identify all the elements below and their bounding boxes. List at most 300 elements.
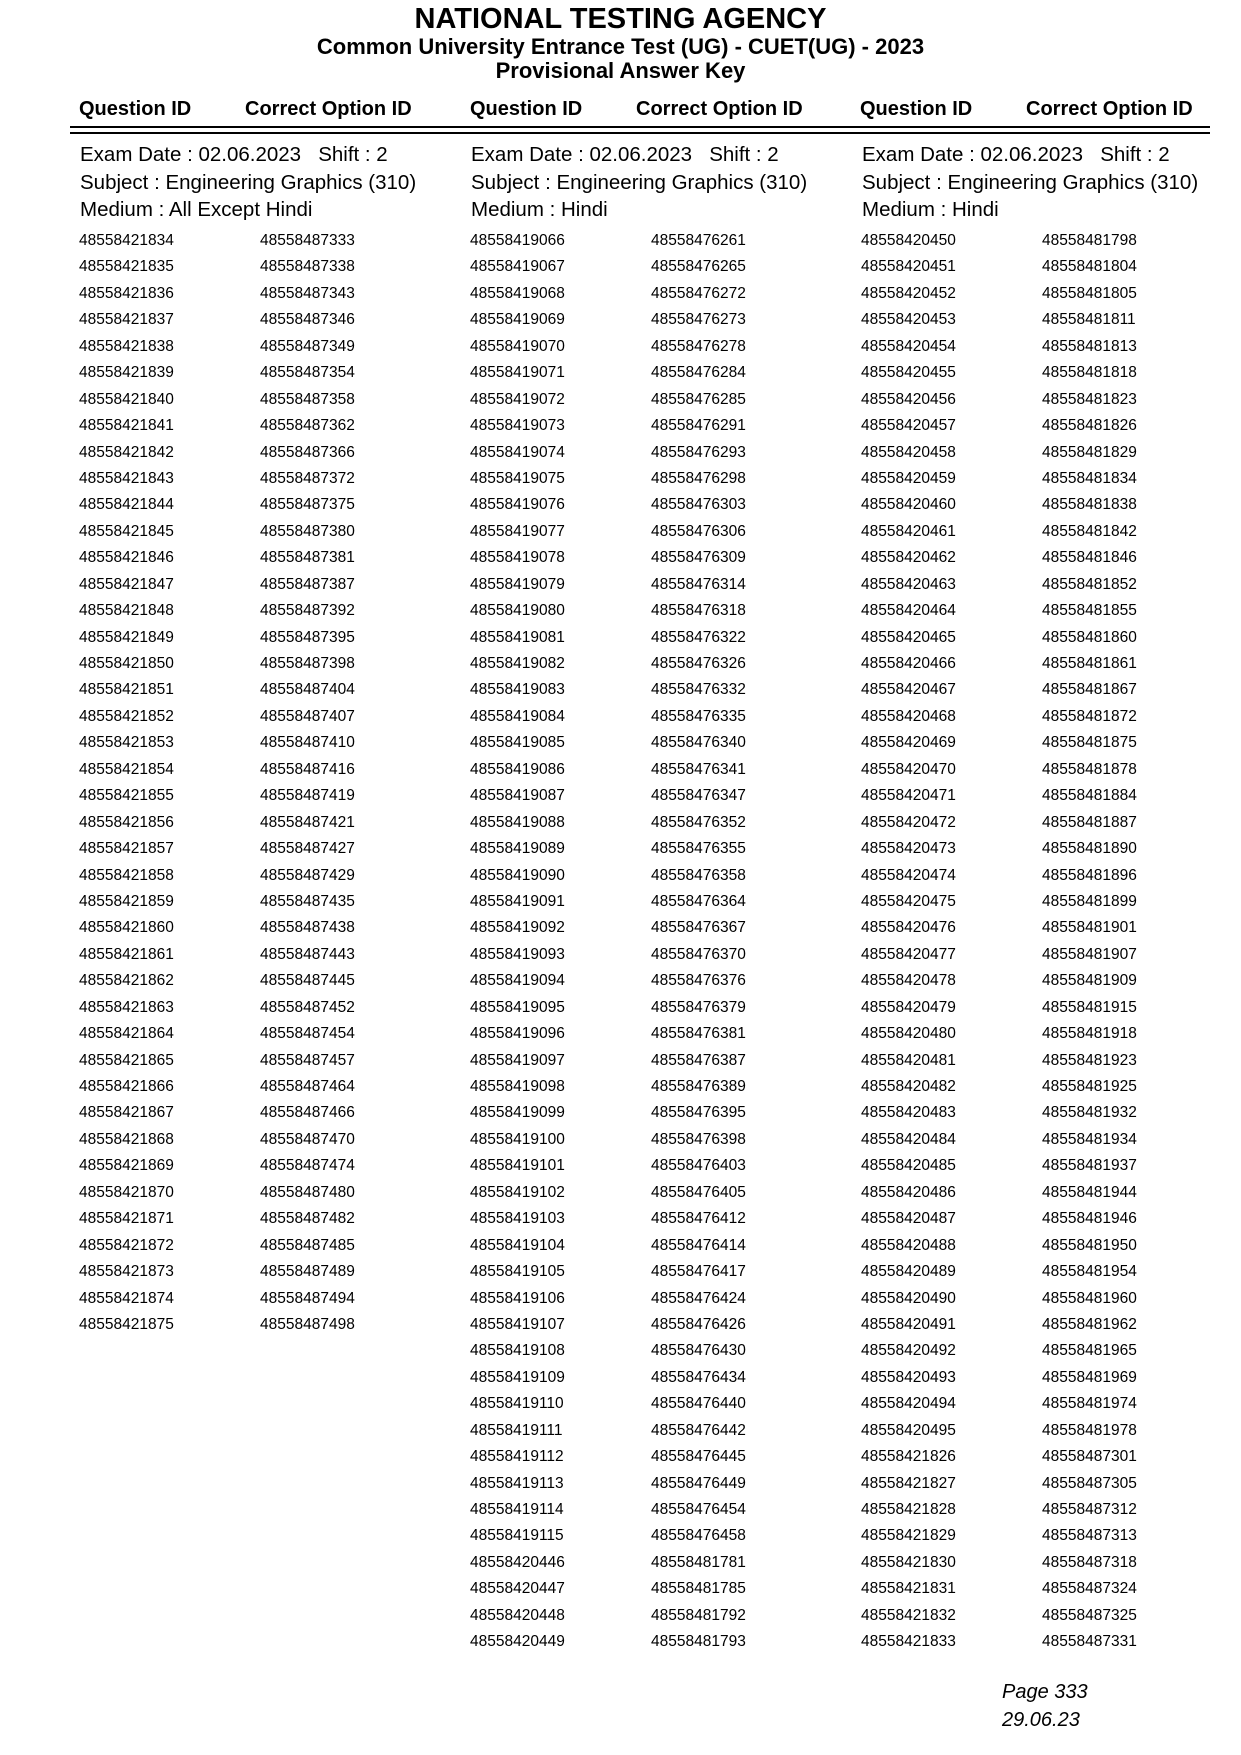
correct-option-id: 48558487381: [260, 549, 355, 567]
correct-option-id: 48558476389: [651, 1078, 746, 1095]
correct-option-id: 48558476284: [651, 364, 746, 382]
question-id: 48558420491: [861, 1315, 956, 1333]
correct-option-id: 48558487435: [260, 892, 355, 910]
correct-option-id: 48558481884: [1042, 787, 1137, 805]
correct-option-id: 48558476272: [651, 284, 746, 302]
question-id: 48558420456: [861, 390, 956, 408]
correct-option-id: 48558481946: [1042, 1210, 1137, 1228]
correct-option-id: 48558487312: [1042, 1501, 1137, 1518]
subject: Subject : Engineering Graphics (310): [862, 170, 1199, 194]
header-rule-top: [70, 126, 1210, 128]
question-id: 48558419080: [470, 602, 565, 620]
correct-option-id: 48558481805: [1042, 284, 1137, 302]
correct-option-id: 48558487485: [260, 1236, 355, 1254]
question-id: 48558421853: [79, 734, 174, 752]
correct-option-id: 48558481969: [1042, 1368, 1137, 1386]
correct-option-id: 48558476261: [651, 232, 746, 249]
correct-option-id: 48558487482: [260, 1210, 355, 1228]
correct-option-id: 48558476314: [651, 575, 746, 593]
question-id: 48558419068: [470, 284, 565, 302]
question-id: 48558421855: [79, 787, 174, 805]
question-id: 48558419107: [470, 1315, 565, 1333]
correct-option-id: 48558476285: [651, 390, 746, 408]
correct-option-id: 48558481954: [1042, 1263, 1137, 1281]
answer-section-1: [79, 141, 472, 1333]
correct-option-id: 48558476387: [651, 1051, 746, 1069]
correct-option-id: 48558487427: [260, 840, 355, 858]
correct-option-id: 48558476298: [651, 469, 746, 487]
correct-option-id: 48558481950: [1042, 1236, 1137, 1254]
question-id: 48558419072: [470, 390, 565, 408]
correct-option-id: 48558487457: [260, 1051, 355, 1069]
question-id: 48558420486: [861, 1183, 956, 1201]
correct-option-id: 48558481887: [1042, 813, 1137, 831]
correct-option-id: 48558487474: [260, 1157, 355, 1175]
question-id: 48558419085: [470, 734, 565, 752]
correct-option-id: 48558476458: [651, 1527, 746, 1545]
page-number: Page 333: [1002, 1681, 1088, 1703]
question-id: 48558420495: [861, 1421, 956, 1439]
correct-option-id: 48558481878: [1042, 760, 1137, 778]
correct-option-id: 48558487452: [260, 998, 355, 1016]
question-id: 48558419097: [470, 1051, 565, 1069]
correct-option-id: 48558487489: [260, 1263, 355, 1281]
question-id: 48558421865: [79, 1051, 174, 1069]
question-id: 48558421832: [861, 1606, 956, 1624]
medium: Medium : Hindi: [862, 198, 999, 221]
correct-option-id: 48558487395: [260, 628, 355, 646]
col-header-question-id-3: Question ID: [860, 98, 973, 120]
question-id: 48558420452: [861, 284, 956, 302]
correct-option-id: 48558476273: [651, 311, 746, 329]
question-id: 48558420471: [861, 787, 956, 805]
correct-option-id: 48558487445: [260, 972, 355, 990]
correct-option-id: 48558481867: [1042, 681, 1137, 699]
correct-option-id: 48558481937: [1042, 1157, 1137, 1175]
correct-option-id: 48558476434: [651, 1368, 746, 1386]
question-id: 48558419078: [470, 549, 565, 567]
question-id: 48558420494: [861, 1395, 956, 1413]
correct-option-id: 48558481804: [1042, 258, 1137, 276]
correct-option-id: 48558476454: [651, 1501, 746, 1518]
question-id: 48558419081: [470, 628, 565, 646]
question-id: 48558421836: [79, 284, 174, 302]
correct-option-id: 48558476445: [651, 1448, 746, 1466]
question-id: 48558419086: [470, 760, 565, 778]
shift: Shift : 2: [318, 143, 388, 166]
correct-option-id: 48558481872: [1042, 707, 1137, 725]
question-id: 48558421860: [79, 919, 174, 937]
shift: Shift : 2: [709, 143, 779, 166]
correct-option-id: 48558476309: [651, 549, 746, 567]
correct-option-id: 48558476449: [651, 1474, 746, 1492]
correct-option-id: 48558487372: [260, 469, 355, 487]
correct-option-id: 48558487305: [1042, 1474, 1137, 1492]
question-id: 48558420450: [861, 232, 956, 249]
correct-option-id: 48558481793: [651, 1633, 746, 1651]
question-id: 48558421839: [79, 364, 174, 382]
question-id: 48558419088: [470, 813, 565, 831]
question-id: 48558420463: [861, 575, 956, 593]
question-id: 48558419106: [470, 1289, 565, 1307]
correct-option-id: 48558487398: [260, 655, 355, 672]
correct-option-id: 48558487346: [260, 311, 355, 329]
correct-option-id: 48558487380: [260, 522, 355, 540]
correct-option-id: 48558476303: [651, 496, 746, 514]
question-id: 48558419110: [470, 1395, 564, 1413]
correct-option-id: 48558476398: [651, 1130, 746, 1148]
correct-option-id: 48558476332: [651, 681, 746, 699]
question-id: 48558421857: [79, 840, 174, 858]
question-id: 48558419095: [470, 998, 565, 1016]
question-id: 48558419071: [470, 364, 565, 382]
correct-option-id: 48558476326: [651, 655, 746, 672]
question-id: 48558419077: [470, 522, 565, 540]
correct-option-id: 48558487338: [260, 258, 355, 276]
correct-option-id: 48558487349: [260, 337, 355, 355]
question-id: 48558420465: [861, 628, 956, 646]
question-id: 48558419108: [470, 1342, 565, 1360]
question-id: 48558420468: [861, 707, 956, 725]
question-id: 48558420458: [861, 443, 956, 461]
question-id: 48558419100: [470, 1130, 565, 1148]
question-id: 48558419101: [470, 1157, 565, 1175]
correct-option-id: 48558481792: [651, 1606, 746, 1624]
subject: Subject : Engineering Graphics (310): [80, 170, 417, 194]
correct-option-id: 48558476352: [651, 813, 746, 831]
question-id: 48558420473: [861, 840, 956, 858]
question-id: 48558421868: [79, 1130, 174, 1148]
medium: Medium : Hindi: [471, 198, 608, 221]
question-id: 48558420453: [861, 311, 956, 329]
question-id: 48558420449: [470, 1633, 565, 1651]
answer-section-3: [861, 141, 1241, 1651]
correct-option-id: 48558487443: [260, 945, 355, 963]
correct-option-id: 48558481960: [1042, 1289, 1137, 1307]
correct-option-id: 48558476414: [651, 1236, 746, 1254]
header-rule-bottom: [70, 132, 1210, 134]
question-id: 48558421875: [79, 1315, 174, 1333]
question-id: 48558420446: [470, 1553, 565, 1571]
exam-date-shift-line: [471, 141, 863, 169]
question-id: 48558421844: [79, 496, 174, 514]
question-id: 48558419075: [470, 469, 565, 487]
question-id: 48558420474: [861, 866, 956, 884]
correct-option-id: 48558481896: [1042, 866, 1137, 884]
correct-option-id: 48558476355: [651, 840, 746, 858]
correct-option-id: 48558487387: [260, 575, 355, 593]
question-id: 48558419091: [470, 892, 565, 910]
correct-option-id: 48558487318: [1042, 1553, 1137, 1571]
correct-option-id: 48558481978: [1042, 1421, 1137, 1439]
correct-option-id: 48558487324: [1042, 1580, 1137, 1598]
correct-option-id: 48558487466: [260, 1104, 355, 1122]
col-header-question-id-2: Question ID: [470, 98, 583, 120]
question-id: 48558420460: [861, 496, 956, 514]
question-id: 48558420455: [861, 364, 956, 382]
question-id: 48558419092: [470, 919, 565, 937]
question-id: 48558420483: [861, 1104, 956, 1122]
question-id: 48558421872: [79, 1236, 174, 1254]
correct-option-id: 48558476364: [651, 892, 746, 910]
correct-option-id: 48558476347: [651, 787, 746, 805]
question-id: 48558420467: [861, 681, 956, 699]
question-id: 48558421827: [861, 1474, 956, 1492]
correct-option-id: 48558476405: [651, 1183, 746, 1201]
exam-date-shift-line: [862, 141, 1241, 169]
question-id: 48558421845: [79, 522, 174, 540]
question-id: 48558420472: [861, 813, 956, 831]
correct-option-id: 48558481834: [1042, 469, 1137, 487]
correct-option-id: 48558481826: [1042, 417, 1137, 435]
question-id: 48558419090: [470, 866, 565, 884]
correct-option-id: 48558476367: [651, 919, 746, 937]
correct-option-id: 48558487358: [260, 390, 355, 408]
correct-option-id: 48558481818: [1042, 364, 1137, 382]
correct-option-id: 48558481907: [1042, 945, 1137, 963]
correct-option-id: 48558476440: [651, 1395, 746, 1413]
correct-option-id: 48558481932: [1042, 1104, 1137, 1122]
question-id: 48558421846: [79, 549, 174, 567]
question-id: 48558419109: [470, 1368, 565, 1386]
correct-option-id: 48558487410: [260, 734, 355, 752]
correct-option-id: 48558481811: [1042, 311, 1136, 329]
question-id: 48558419067: [470, 258, 565, 276]
agency-title: NATIONAL TESTING AGENCY: [414, 3, 827, 35]
question-id: 48558421871: [79, 1210, 174, 1228]
question-id: 48558420454: [861, 337, 956, 355]
question-id: 48558420481: [861, 1051, 956, 1069]
question-id: 48558419096: [470, 1025, 565, 1043]
question-id: 48558419082: [470, 655, 565, 672]
correct-option-id: 48558476424: [651, 1289, 746, 1307]
question-id: 48558421873: [79, 1263, 174, 1281]
subject: Subject : Engineering Graphics (310): [471, 170, 808, 194]
question-id: 48558419099: [470, 1104, 565, 1122]
question-id: 48558419104: [470, 1236, 565, 1254]
correct-option-id: 48558481899: [1042, 892, 1137, 910]
correct-option-id: 48558476335: [651, 707, 746, 725]
question-id: 48558419098: [470, 1078, 565, 1095]
question-id: 48558421869: [79, 1157, 174, 1175]
question-id: 48558420488: [861, 1236, 956, 1254]
question-id: 48558419074: [470, 443, 565, 461]
correct-option-id: 48558476278: [651, 337, 746, 355]
question-id: 48558421856: [79, 813, 174, 831]
correct-option-id: 48558487454: [260, 1025, 355, 1043]
question-id: 48558421850: [79, 655, 174, 672]
question-id: 48558421852: [79, 707, 174, 725]
correct-option-id: 48558481962: [1042, 1315, 1137, 1333]
correct-option-id: 48558476412: [651, 1210, 746, 1228]
correct-option-id: 48558476341: [651, 760, 746, 778]
question-id: 48558421854: [79, 760, 174, 778]
exam-title: Common University Entrance Test (UG) - CUET(UG) - 2023: [316, 34, 925, 59]
question-id: 48558419076: [470, 496, 565, 514]
correct-option-id: 48558481838: [1042, 496, 1137, 514]
exam-date: Exam Date : 02.06.2023: [471, 143, 693, 166]
correct-option-id: 48558481925: [1042, 1078, 1137, 1095]
correct-option-id: 48558481860: [1042, 628, 1137, 646]
question-id: 48558421828: [861, 1501, 956, 1518]
correct-option-id: 48558476376: [651, 972, 746, 990]
question-id: 48558420489: [861, 1263, 956, 1281]
correct-option-id: 48558487419: [260, 787, 355, 805]
question-id: 48558421829: [861, 1527, 956, 1545]
correct-option-id: 48558476318: [651, 602, 746, 620]
correct-option-id: 48558481829: [1042, 443, 1137, 461]
correct-option-id: 48558481861: [1042, 655, 1137, 672]
question-id: 48558421842: [79, 443, 174, 461]
correct-option-id: 48558487498: [260, 1315, 355, 1333]
question-id: 48558421847: [79, 575, 174, 593]
question-id: 48558421874: [79, 1289, 174, 1307]
medium: Medium : All Except Hindi: [80, 198, 313, 221]
correct-option-id: 48558487392: [260, 602, 355, 620]
correct-option-id: 48558481798: [1042, 232, 1137, 249]
correct-option-id: 48558487354: [260, 364, 355, 382]
question-id: 48558420479: [861, 998, 956, 1016]
question-id: 48558420457: [861, 417, 956, 435]
question-id: 48558419112: [470, 1448, 564, 1466]
exam-date: Exam Date : 02.06.2023: [862, 143, 1084, 166]
question-id: 48558420459: [861, 469, 956, 487]
question-id: 48558421843: [79, 469, 174, 487]
correct-option-id: 48558487470: [260, 1130, 355, 1148]
correct-option-id: 48558481785: [651, 1580, 746, 1598]
correct-option-id: 48558476291: [651, 417, 746, 435]
question-id: 48558421837: [79, 311, 174, 329]
question-id: 48558421849: [79, 628, 174, 646]
correct-option-id: 48558487325: [1042, 1606, 1137, 1624]
question-id: 48558419069: [470, 311, 565, 329]
correct-option-id: 48558487438: [260, 919, 355, 937]
correct-option-id: 48558476322: [651, 628, 746, 646]
question-id: 48558421866: [79, 1078, 174, 1095]
question-id: 48558420462: [861, 549, 956, 567]
correct-option-id: 48558487407: [260, 707, 355, 725]
correct-option-id: 48558476381: [651, 1025, 746, 1043]
correct-option-id: 48558481842: [1042, 522, 1137, 540]
question-id: 48558420466: [861, 655, 956, 672]
question-id: 48558421830: [861, 1553, 956, 1571]
question-id: 48558420485: [861, 1157, 956, 1175]
correct-option-id: 48558481781: [651, 1553, 746, 1571]
question-id: 48558420484: [861, 1130, 956, 1148]
question-id: 48558420492: [861, 1342, 956, 1360]
col-header-correct-option-id-2: Correct Option ID: [636, 98, 803, 120]
question-id: 48558421831: [861, 1580, 956, 1598]
question-id: 48558420448: [470, 1606, 565, 1624]
question-id: 48558419079: [470, 575, 565, 593]
question-id: 48558419093: [470, 945, 565, 963]
question-id: 48558419103: [470, 1210, 565, 1228]
question-id: 48558419105: [470, 1263, 565, 1281]
document-type: Provisional Answer Key: [495, 58, 746, 83]
footer-date: 29.06.23: [1002, 1709, 1080, 1731]
correct-option-id: 48558481918: [1042, 1025, 1137, 1043]
correct-option-id: 48558481852: [1042, 575, 1137, 593]
correct-option-id: 48558476358: [651, 866, 746, 884]
correct-option-id: 48558476340: [651, 734, 746, 752]
question-id: 48558421826: [861, 1448, 956, 1466]
question-id: 48558420461: [861, 522, 956, 540]
correct-option-id: 48558481846: [1042, 549, 1137, 567]
question-id: 48558419089: [470, 840, 565, 858]
question-id: 48558420493: [861, 1368, 956, 1386]
exam-date-shift-line: [80, 141, 472, 169]
question-id: 48558419113: [470, 1474, 564, 1492]
question-id: 48558421859: [79, 892, 174, 910]
correct-option-id: 48558487375: [260, 496, 355, 514]
question-id: 48558419115: [470, 1527, 564, 1545]
question-id: 48558419083: [470, 681, 565, 699]
question-id: 48558420480: [861, 1025, 956, 1043]
question-id: 48558421835: [79, 258, 174, 276]
correct-option-id: 48558487416: [260, 760, 355, 778]
question-id: 48558420487: [861, 1210, 956, 1228]
correct-option-id: 48558481965: [1042, 1342, 1137, 1360]
correct-option-id: 48558487494: [260, 1289, 355, 1307]
correct-option-id: 48558487343: [260, 284, 355, 302]
correct-option-id: 48558487421: [260, 813, 355, 831]
question-id: 48558419066: [470, 232, 565, 249]
question-id: 48558421848: [79, 602, 174, 620]
correct-option-id: 48558487331: [1042, 1633, 1137, 1651]
correct-option-id: 48558481901: [1042, 919, 1137, 937]
question-id: 48558421862: [79, 972, 174, 990]
exam-date: Exam Date : 02.06.2023: [80, 143, 302, 166]
correct-option-id: 48558487366: [260, 443, 355, 461]
correct-option-id: 48558476293: [651, 443, 746, 461]
correct-option-id: 48558481909: [1042, 972, 1137, 990]
shift: Shift : 2: [1100, 143, 1170, 166]
question-id: 48558421833: [861, 1633, 956, 1651]
question-id: 48558421864: [79, 1025, 174, 1043]
question-id: 48558421867: [79, 1104, 174, 1122]
question-id: 48558420478: [861, 972, 956, 990]
correct-option-id: 48558487301: [1042, 1448, 1137, 1466]
question-id: 48558420451: [861, 258, 956, 276]
question-id: 48558420477: [861, 945, 956, 963]
question-id: 48558420464: [861, 602, 956, 620]
correct-option-id: 48558487404: [260, 681, 355, 699]
question-id: 48558419084: [470, 707, 565, 725]
question-id: 48558419094: [470, 972, 565, 990]
question-id: 48558419102: [470, 1183, 565, 1201]
correct-option-id: 48558481890: [1042, 840, 1137, 858]
correct-option-id: 48558487313: [1042, 1527, 1137, 1545]
correct-option-id: 48558487362: [260, 417, 355, 435]
correct-option-id: 48558481974: [1042, 1395, 1137, 1413]
question-id: 48558419070: [470, 337, 565, 355]
correct-option-id: 48558476265: [651, 258, 746, 276]
question-id: 48558419087: [470, 787, 565, 805]
question-id: 48558421870: [79, 1183, 174, 1201]
question-id: 48558421841: [79, 417, 174, 435]
col-header-correct-option-id-3: Correct Option ID: [1026, 98, 1193, 120]
answer-section-2: [470, 141, 863, 1651]
col-header-question-id-1: Question ID: [79, 98, 192, 120]
correct-option-id: 48558487480: [260, 1183, 355, 1201]
question-id: 48558421858: [79, 866, 174, 884]
correct-option-id: 48558476430: [651, 1342, 746, 1360]
question-id: 48558420482: [861, 1078, 956, 1095]
correct-option-id: 48558476426: [651, 1315, 746, 1333]
correct-option-id: 48558481823: [1042, 390, 1137, 408]
correct-option-id: 48558481875: [1042, 734, 1137, 752]
question-id: 48558421863: [79, 998, 174, 1016]
